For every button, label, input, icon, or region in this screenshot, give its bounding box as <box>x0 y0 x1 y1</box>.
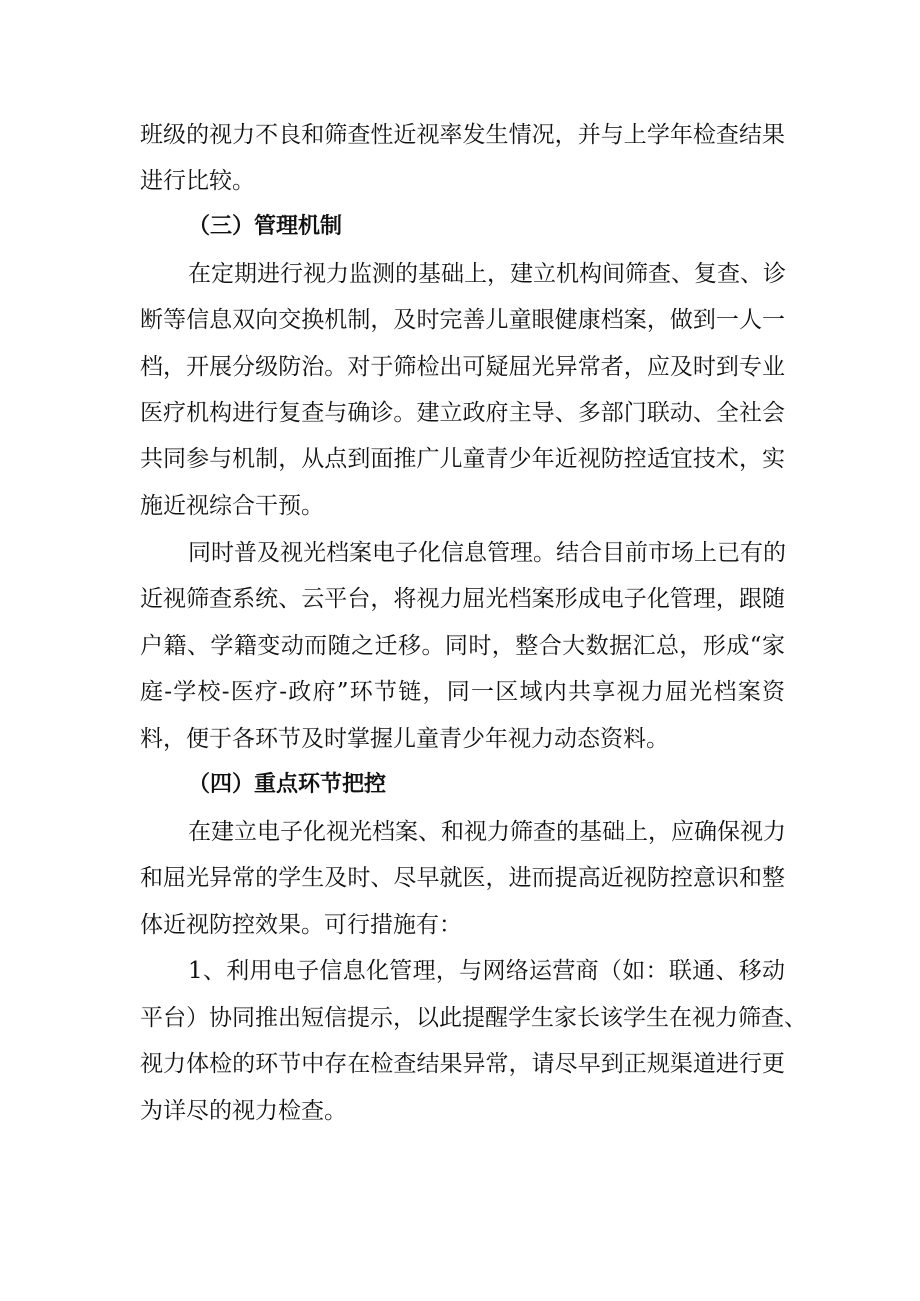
paragraph-line: 庭-学校-医疗-政府”环节链，同一区域内共享视力屈光档案资 <box>140 679 785 705</box>
paragraph-line: 在定期进行视力监测的基础上，建立机构间筛查、复查、诊 <box>188 261 786 287</box>
paragraph-line: 同时普及视光档案电子化信息管理。结合目前市场上已有的 <box>188 540 786 566</box>
paragraph-line: 料，便于各环节及时掌握儿童青少年视力动态资料。 <box>140 726 669 752</box>
paragraph-line: 和屈光异常的学生及时、尽早就医，进而提高近视防控意识和整 <box>140 865 785 891</box>
paragraph-line: 视力体检的环节中存在检查结果异常，请尽早到正规渠道进行更 <box>140 1051 785 1077</box>
paragraph-line: 为详尽的视力检查。 <box>140 1098 347 1124</box>
paragraph-line: 近视筛查系统、云平台，将视力屈光档案形成电子化管理，跟随 <box>140 586 785 612</box>
paragraph-line: 进行比较。 <box>140 168 255 194</box>
paragraph-line: 共同参与机制，从点到面推广儿童青少年近视防控适宜技术，实 <box>140 446 785 472</box>
paragraph-line: 施近视综合干预。 <box>140 493 324 519</box>
paragraph-line: 档，开展分级防治。对于筛检出可疑屈光异常者，应及时到专业 <box>140 354 785 380</box>
paragraph-line: 在建立电子化视光档案、和视力筛查的基础上，应确保视力 <box>188 819 786 845</box>
section-heading-management-mechanism: （三）管理机制 <box>188 214 343 239</box>
paragraph-line: 1、利用电子信息化管理，与网络运营商（如：联通、移动 <box>188 958 785 984</box>
paragraph-line: 医疗机构进行复查与确诊。建立政府主导、多部门联动、全社会 <box>140 400 785 426</box>
section-heading-key-links-control: （四）重点环节把控 <box>188 772 387 797</box>
paragraph-line: 户籍、学籍变动而随之迁移。同时，整合大数据汇总，形成“家 <box>140 633 785 659</box>
paragraph-line: 班级的视力不良和筛查性近视率发生情况，并与上学年检查结果 <box>140 122 785 148</box>
paragraph-line: 平台）协同推出短信提示，以此提醒学生家长该学生在视力筛查、 <box>140 1005 807 1031</box>
paragraph-line: 断等信息双向交换机制，及时完善儿童眼健康档案，做到一人一 <box>140 307 785 333</box>
paragraph-line: 体近视防控效果。可行措施有： <box>140 912 462 938</box>
